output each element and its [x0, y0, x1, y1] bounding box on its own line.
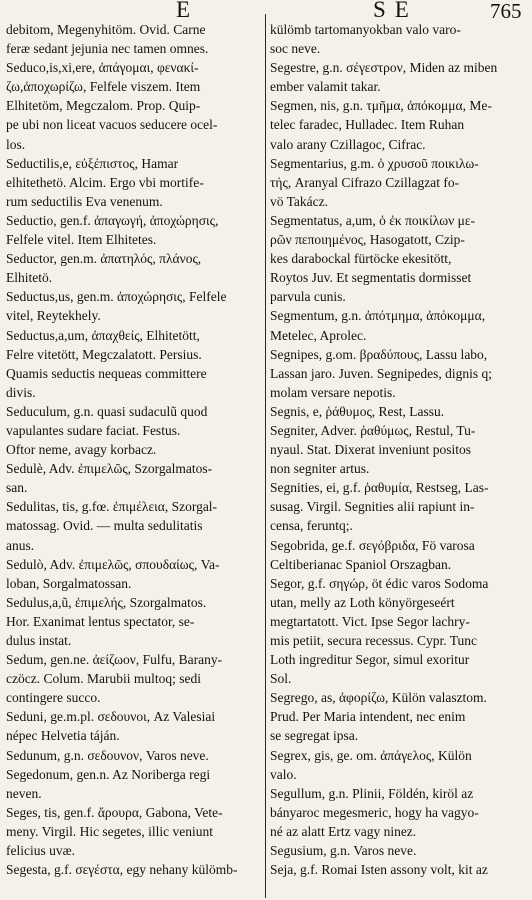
header-right-letters: SE	[373, 0, 418, 22]
entry-line: Segmentatus, a,um, ὁ ἐκ ποικίλων με-	[270, 212, 476, 228]
entry-line: Seduculum, g.n. quasi sudaculũ quod	[6, 403, 208, 419]
dictionary-entry	[6, 154, 263, 211]
entry-line: Segnities, ei, g.f. ῥαθυμία, Restseg, Las-	[270, 480, 489, 496]
dictionary-entry	[6, 650, 263, 707]
page-number: 765	[490, 0, 522, 23]
entry-line: telec faradec, Hulladec. Item Ruhan	[270, 117, 465, 133]
entry-line: Segor, g.f. σηγώρ, öt édic varos Sodoma	[270, 575, 489, 591]
entry-line: anus.	[6, 537, 35, 553]
entry-line: Oftor neme, avagy korbacz.	[6, 442, 157, 458]
dictionary-entry	[6, 402, 263, 459]
entry-line: censa, feruntq;.	[270, 518, 353, 534]
dictionary-entry	[6, 803, 263, 860]
dictionary-entry	[270, 306, 528, 344]
entry-line: Seductus,us, gen.m. ἀποχώρησις, Felfele	[6, 289, 227, 305]
dictionary-entry	[6, 58, 263, 153]
dictionary-entry	[6, 20, 263, 58]
dictionary-entry	[6, 707, 263, 745]
entry-line: Felfele vitel. Item Elhitetes.	[6, 232, 157, 248]
entry-line: non segniter artus.	[270, 461, 370, 477]
entry-line: mis petiit, secura recessus. Cypr. Tunc	[270, 633, 477, 648]
entry-line: vapulantes sudare faciat. Festus.	[6, 422, 181, 438]
entry-line: Quamis seductis nequeas committere	[6, 365, 207, 381]
entry-line: Seduni, ge.m.pl. σεδουνοι, Az Valesiai	[6, 709, 216, 725]
entry-line: Roytos Juv. Et segmentatis dormisset	[270, 270, 472, 286]
dictionary-entry	[270, 574, 528, 689]
entry-line: Hor. Exanimat lentus spectator, se-	[6, 613, 195, 629]
header-left-letter: E	[176, 0, 191, 22]
entry-line: se segregat ipsa.	[270, 728, 359, 744]
dictionary-entry	[6, 459, 263, 497]
entry-line: Seductus,a,um, ἀπαχθείς, Elhitetött,	[6, 327, 200, 343]
entry-line: Segnipes, g.om. βραδύπους, Lassu labo,	[270, 346, 488, 362]
entry-line: divis.	[6, 384, 36, 400]
entry-line: Elhitetö.	[6, 270, 53, 286]
entry-line: czöcz. Colum. Marubii multoq; sedi	[6, 671, 201, 687]
column-rule	[265, 14, 266, 898]
entry-line: nyaul. Stat. Dixerat inveniunt positos	[270, 442, 471, 458]
dictionary-entry	[270, 96, 528, 153]
entry-line: Segesta, g.f. σεγέστα, egy nehany külömb-	[6, 862, 238, 878]
dictionary-entry	[6, 497, 263, 554]
entry-line: valo arany Czillagoc, Cifrac.	[270, 136, 426, 152]
entry-line: valo.	[270, 766, 297, 782]
entry-line: ζω,ἀποχωρίζω, Felfele viszem. Item	[6, 79, 201, 95]
entry-line: Prud. Per Maria intendent, nec enim	[270, 709, 466, 725]
entry-line: loban, Sorgalmatossan.	[6, 575, 132, 591]
dictionary-entry	[270, 841, 528, 860]
entry-line: ρῶν πεποιημένος, Hasogatott, Czip-	[270, 232, 465, 248]
dictionary-entry	[6, 249, 263, 287]
dictionary-entry	[6, 746, 263, 765]
entry-line: meny. Virgil. Hic segetes, illic veniunt	[6, 823, 214, 839]
dictionary-entry	[270, 421, 528, 478]
dictionary-entry	[270, 402, 528, 421]
dictionary-entry	[270, 746, 528, 784]
entry-line: Seja, g.f. Romai Isten assony volt, kit az	[270, 862, 488, 878]
entry-line: kes darabockal fürtöcke ekesitött,	[270, 251, 452, 267]
dictionary-entry	[270, 211, 528, 306]
entry-line: megtartatott. Vict. Ipse Segor lachry-	[270, 613, 470, 629]
entry-line: Segniter, Adver. ῥαθύμως, Restul, Tu-	[270, 422, 476, 438]
entry-line: Sedunum, g.n. σεδουνον, Varos neve.	[6, 747, 209, 763]
entry-line: Celtiberianac Spaniol Orszagban.	[270, 556, 452, 572]
entry-line: Seductilis,e, εὐξέπιστος, Hamar	[6, 155, 179, 171]
dictionary-entry	[270, 860, 528, 879]
dictionary-entry	[270, 345, 528, 402]
dictionary-entry	[270, 536, 528, 574]
entry-line: contingere succo.	[6, 690, 101, 706]
entry-line: vitel, Reytekhely.	[6, 308, 101, 324]
entry-line: Seductio, gen.f. ἀπαγωγή, ἀποχώρησις,	[6, 212, 219, 228]
entry-line: neven.	[6, 785, 42, 801]
entry-line: soc neve.	[270, 41, 321, 57]
dictionary-entry	[6, 765, 263, 803]
entry-line: felicius uvæ.	[6, 843, 75, 859]
entry-line: Sedulus,a,ũ, ἐπιμελής, Szorgalmatos.	[6, 594, 207, 610]
dictionary-entry	[6, 211, 263, 249]
entry-line: feræ sedant jejunia nec tamen omnes.	[6, 41, 209, 57]
entry-line: Segedonum, gen.n. Az Noriberga regi	[6, 766, 211, 782]
entry-line: Segnis, e, ῥάθυμος, Rest, Lassu.	[270, 403, 445, 419]
entry-line: susag. Virgil. Segnities alii rapiunt in-	[270, 499, 475, 515]
entry-line: népec Helvetia táján.	[6, 728, 120, 744]
entry-line: Segullum, g.n. Plinii, Földén, kiröl az	[270, 785, 474, 801]
entry-line: Segrex, gis, ge. om. ἀπάγελος, Külön	[270, 747, 472, 763]
dictionary-entry	[270, 20, 528, 58]
dictionary-entry	[270, 784, 528, 841]
entry-line: Lassan jaro. Juven. Segnipedes, dignis q;	[270, 365, 492, 381]
entry-line: Segmen, nis, g.n. τμῆμα, ἀπόκομμα, Me-	[270, 98, 492, 114]
entry-line: debitom, Megenyhitöm. Ovid. Carne	[6, 22, 206, 37]
page-header	[0, 0, 532, 23]
entry-line: pe ubi non liceat vacuos seducere ocel-	[6, 117, 218, 133]
dictionary-entry	[6, 326, 263, 402]
entry-line: Sedulitas, tis, g.fœ. ἐπιμέλεια, Szorgal-	[6, 499, 218, 515]
right-column	[270, 20, 528, 898]
entry-line: san.	[6, 480, 28, 496]
entry-line: parvula cunis.	[270, 289, 346, 305]
entry-line: Seges, tis, gen.f. ἄρουρα, Gabona, Vete-	[6, 804, 223, 820]
entry-line: ember valamit takar.	[270, 79, 381, 95]
entry-line: Segobrida, ge.f. σεγόβριδα, Fö varosa	[270, 537, 475, 553]
entry-line: Metelec, Aprolec.	[270, 327, 367, 343]
entry-line: Segmentum, g.n. ἀπότμημα, ἀπόκομμα,	[270, 308, 486, 324]
entry-line: dulus instat.	[6, 633, 72, 648]
entry-line: Sol.	[270, 671, 292, 687]
entry-line: elhitethetö. Alcim. Ergo vbi mortife-	[6, 174, 204, 190]
entry-line: Seductor, gen.m. ἀπατηλός, πλάνος,	[6, 251, 202, 267]
entry-line: matossag. Ovid. — multa sedulitatis	[6, 518, 203, 534]
entry-line: Sedulò, Adv. ἐπιμελῶς, σπουδαίως, Va-	[6, 556, 220, 572]
entry-line: Segmentarius, g.m. ὁ χρυσοῦ ποικιλω-	[270, 155, 479, 171]
entry-line: Elhitetöm, Megczalom. Prop. Quip-	[6, 98, 201, 114]
dictionary-entry	[6, 593, 263, 650]
entry-line: molam versare nepotis.	[270, 384, 396, 400]
dictionary-entry	[270, 154, 528, 211]
entry-line: bányaroc megesmeric, hogy ha vagyo-	[270, 804, 479, 820]
entry-line: Segusium, g.n. Varos neve.	[270, 843, 417, 859]
dictionary-entry	[6, 860, 263, 879]
entry-line: los.	[6, 136, 26, 152]
entry-line: külömb tartomanyokban valo varo-	[270, 22, 461, 37]
dictionary-entry	[270, 688, 528, 745]
dictionary-entry	[270, 478, 528, 535]
dictionary-entry	[6, 287, 263, 325]
entry-line: né az alatt Ertz vagy ninez.	[270, 823, 417, 839]
entry-line: Segestre, g.n. σέγεστρον, Miden az miben	[270, 60, 498, 76]
entry-line: vö Takácz.	[270, 193, 329, 209]
entry-line: utan, melly az Loth könyörgeseért	[270, 594, 455, 610]
entry-line: Sedum, gen.ne. ἀείζωον, Fulfu, Barany-	[6, 652, 223, 668]
dictionary-entry	[270, 58, 528, 96]
entry-line: Sedulè, Adv. ἐπιμελῶς, Szorgalmatos-	[6, 461, 213, 477]
entry-line: Felre vitetött, Megczalatott. Persius.	[6, 346, 202, 362]
dictionary-entry	[6, 555, 263, 593]
entry-line: τής, Aranyal Cifrazo Czillagzat fo-	[270, 174, 460, 190]
entry-line: Loth ingreditur Segor, simul exoritur	[270, 652, 470, 668]
entry-line: rum seductilis Eva venenum.	[6, 193, 163, 209]
entry-line: Segrego, as, ἀφορίζω, Külön valasztom.	[270, 690, 487, 706]
entry-line: Seduco,is,xi,ere, ἀπάγομαι, φενακί-	[6, 60, 199, 76]
left-column	[6, 20, 263, 898]
